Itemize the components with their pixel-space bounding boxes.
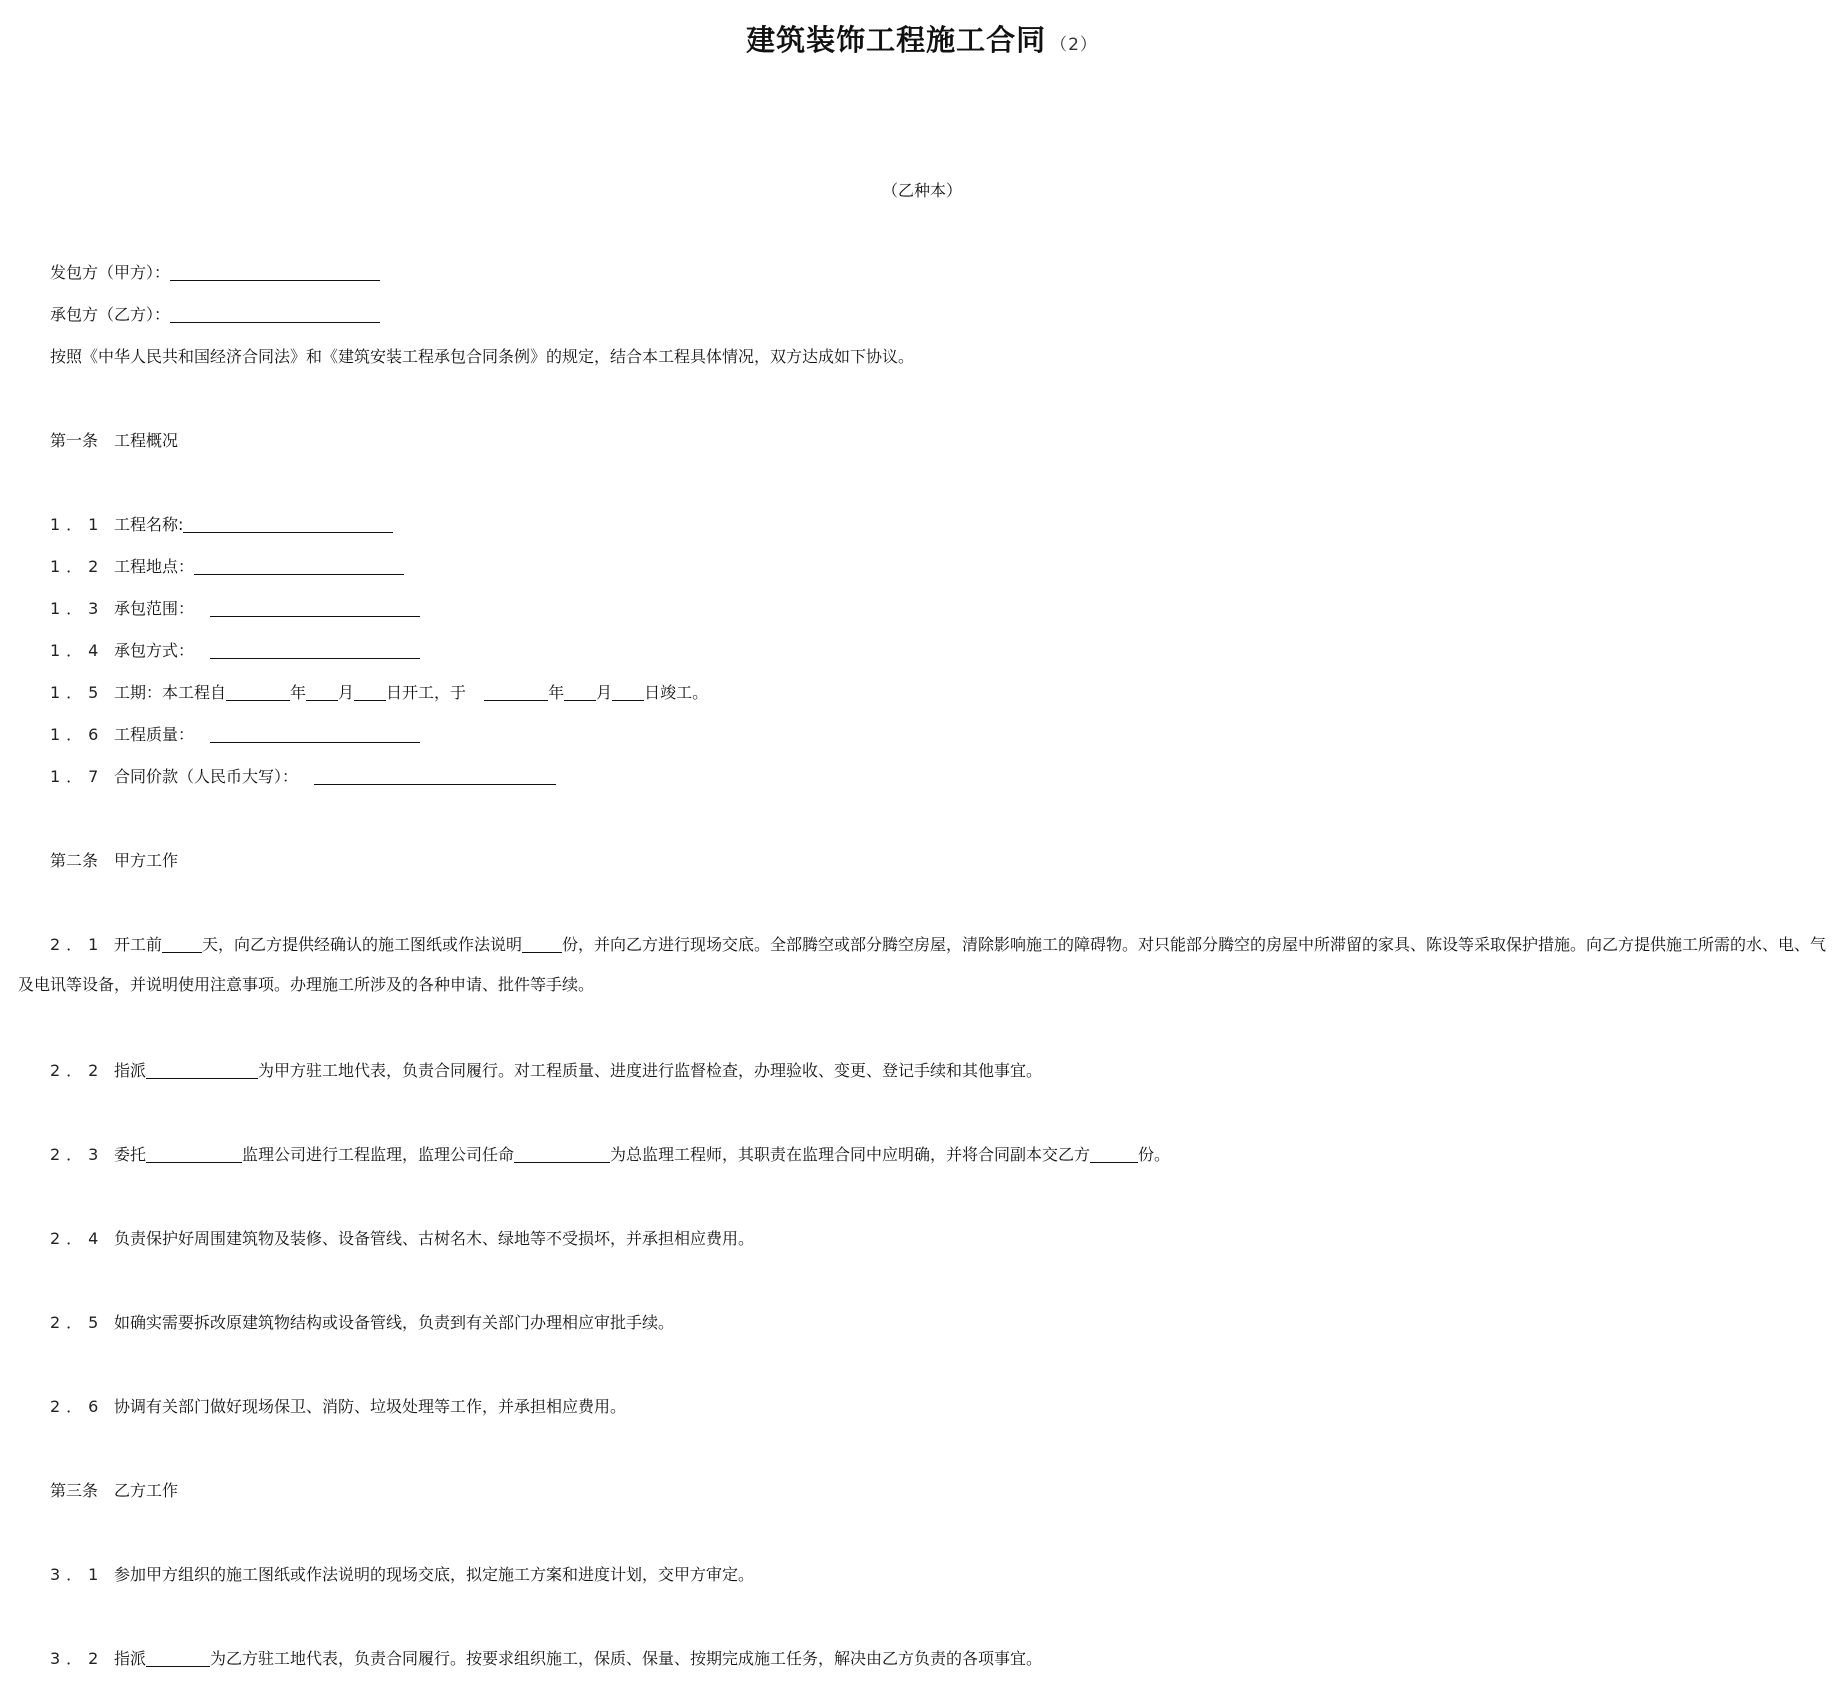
start-day-blank[interactable] xyxy=(354,683,386,701)
clause-3-2 xyxy=(50,1649,1042,1669)
clause-number: 2．4 xyxy=(50,1229,105,1248)
party-b-blank[interactable] xyxy=(170,305,380,323)
party-a-label: 发包方（甲方）： xyxy=(50,263,171,282)
year-label: 年 xyxy=(548,683,565,702)
article1-heading: 第一条 工程概况 xyxy=(50,431,179,450)
end-day-blank[interactable] xyxy=(612,683,644,701)
end-year-blank[interactable] xyxy=(484,683,548,701)
clause-number: 1．3 xyxy=(50,599,105,618)
clause-text: 为甲方驻工地代表，负责合同履行。对工程质量、进度进行监督检查，办理验收、变更、登记手续和其他事宜。 xyxy=(258,1061,1043,1080)
clause-1-7 xyxy=(50,767,556,787)
edition-label: （乙种本） xyxy=(881,181,962,200)
contract-price-blank[interactable] xyxy=(314,767,556,785)
clause-text: 参加甲方组织的施工图纸或作法说明的现场交底，拟定施工方案和进度计划，交甲方审定。 xyxy=(114,1565,755,1584)
clause-number: 3．2 xyxy=(50,1649,105,1668)
clause-text: 指派 xyxy=(114,1061,147,1080)
clause-number: 1．6 xyxy=(50,725,105,744)
clause-text: 指派 xyxy=(114,1649,147,1668)
clause-2-1 xyxy=(18,925,1842,1005)
clause-number: 2．2 xyxy=(50,1061,105,1080)
project-location-blank[interactable] xyxy=(194,557,404,575)
clause-text: 监理公司进行工程监理，监理公司任命 xyxy=(242,1145,515,1164)
end-label: 日竣工。 xyxy=(644,683,709,702)
clause-number: 2．1 xyxy=(50,935,105,954)
party-a-line xyxy=(50,263,380,283)
clause-1-5 xyxy=(50,683,708,703)
document-title xyxy=(0,18,1844,59)
clause-1-3 xyxy=(50,599,420,619)
clause-text: 份，并向乙方进行现场交底。全部腾空或部分腾空房屋，清除影响施工的障碍物。对只能部分腾空的房屋中所滞留的家具、陈设等采取保护措施。向乙方提供施工所需的水、电、气及电讯等设备，并说明使用注意事项。办理施工所涉及的各种申请、批件等手续。 xyxy=(18,935,1827,994)
clause-1-1 xyxy=(50,515,393,535)
representative-b-blank[interactable] xyxy=(146,1649,210,1667)
quality-blank[interactable] xyxy=(210,725,420,743)
clause-label: 工程名称: xyxy=(114,515,184,534)
clause-text: 为总监理工程师，其职责在监理合同中应明确，并将合同副本交乙方 xyxy=(610,1145,1091,1164)
month-label: 月 xyxy=(596,683,613,702)
clause-label: 工期：本工程自 xyxy=(114,683,227,702)
supervisor-company-blank[interactable] xyxy=(146,1145,242,1163)
title-text: 建筑装饰工程施工合同 xyxy=(746,23,1047,57)
contract-method-blank[interactable] xyxy=(210,641,420,659)
end-month-blank[interactable] xyxy=(564,683,596,701)
clause-2-6 xyxy=(50,1397,626,1417)
clause-1-6 xyxy=(50,725,420,745)
clause-2-2 xyxy=(50,1061,1042,1081)
preamble: 按照《中华人民共和国经济合同法》和《建筑安装工程承包合同条例》的规定，结合本工程具体情况，双方达成如下协议。 xyxy=(50,347,915,366)
copies-blank[interactable] xyxy=(522,935,562,953)
article3-heading: 第三条 乙方工作 xyxy=(50,1481,179,1500)
clause-number: 1．1 xyxy=(50,515,105,534)
clause-label: 工程地点： xyxy=(114,557,195,576)
clause-number: 3．1 xyxy=(50,1565,105,1584)
clause-number: 1．4 xyxy=(50,641,105,660)
clause-label: 合同价款（人民币大写）： xyxy=(114,767,299,786)
clause-number: 1．7 xyxy=(50,767,105,786)
clause-1-2 xyxy=(50,557,404,577)
clause-2-5 xyxy=(50,1313,674,1333)
project-name-blank[interactable] xyxy=(183,515,393,533)
title-suffix: （2） xyxy=(1050,35,1098,55)
clause-text: 份。 xyxy=(1138,1145,1171,1164)
representative-a-blank[interactable] xyxy=(146,1061,258,1079)
clause-text: 如确实需要拆改原建筑物结构或设备管线，负责到有关部门办理相应审批手续。 xyxy=(114,1313,675,1332)
clause-1-4 xyxy=(50,641,420,661)
clause-label: 工程质量： xyxy=(114,725,195,744)
clause-text: 开工前 xyxy=(114,935,163,954)
party-a-blank[interactable] xyxy=(170,263,380,281)
contract-scope-blank[interactable] xyxy=(210,599,420,617)
clause-number: 1．2 xyxy=(50,557,105,576)
article2-heading: 第二条 甲方工作 xyxy=(50,851,179,870)
start-label: 日开工，于 xyxy=(386,683,467,702)
clause-2-3 xyxy=(50,1145,1170,1165)
clause-number: 2．3 xyxy=(50,1145,105,1164)
clause-2-4 xyxy=(50,1229,754,1249)
month-label: 月 xyxy=(338,683,355,702)
year-label: 年 xyxy=(290,683,307,702)
days-blank[interactable] xyxy=(162,935,202,953)
clause-text: 天，向乙方提供经确认的施工图纸或作法说明 xyxy=(202,935,523,954)
clause-label: 承包方式： xyxy=(114,641,195,660)
clause-text: 为乙方驻工地代表，负责合同履行。按要求组织施工，保质、保量、按期完成施工任务，解决由乙方负责的各项事宜。 xyxy=(210,1649,1043,1668)
clause-number: 1．5 xyxy=(50,683,105,702)
clause-text: 协调有关部门做好现场保卫、消防、垃圾处理等工作，并承担相应费用。 xyxy=(114,1397,627,1416)
clause-number: 2．5 xyxy=(50,1313,105,1332)
start-month-blank[interactable] xyxy=(306,683,338,701)
party-b-line xyxy=(50,305,380,325)
clause-number: 2．6 xyxy=(50,1397,105,1416)
copy-count-blank[interactable] xyxy=(1090,1145,1138,1163)
clause-label: 承包范围： xyxy=(114,599,195,618)
chief-engineer-blank[interactable] xyxy=(514,1145,610,1163)
clause-3-1 xyxy=(50,1565,754,1585)
clause-text: 负责保护好周围建筑物及装修、设备管线、古树名木、绿地等不受损坏，并承担相应费用。 xyxy=(114,1229,755,1248)
start-year-blank[interactable] xyxy=(226,683,290,701)
clause-text: 委托 xyxy=(114,1145,147,1164)
party-b-label: 承包方（乙方）： xyxy=(50,305,171,324)
